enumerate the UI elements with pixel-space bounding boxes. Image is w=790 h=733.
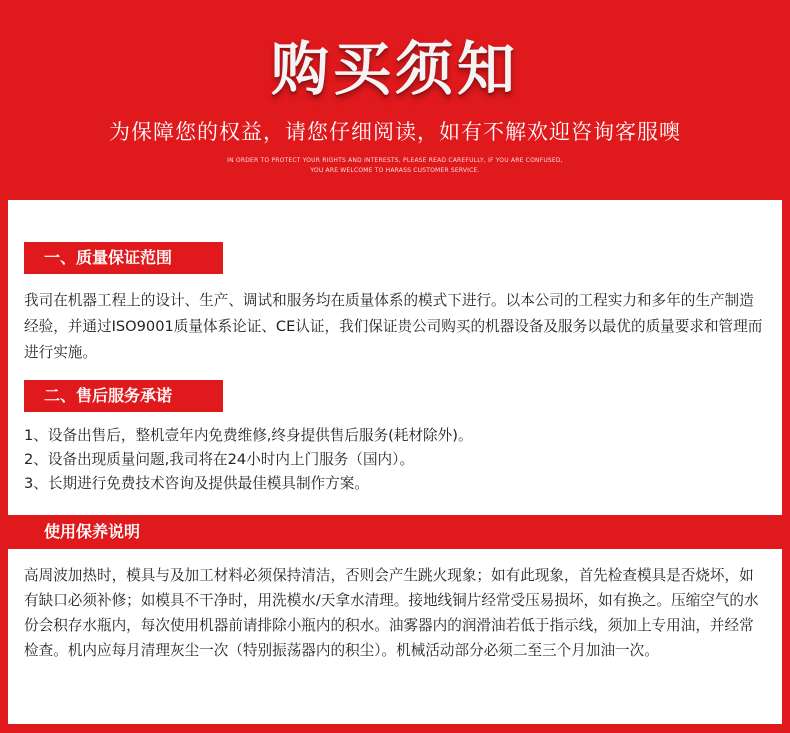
section-quality-heading: 一、质量保证范围 (24, 242, 223, 274)
english-subtitle-line2: YOU ARE WELCOME TO HARASS CUSTOMER SERVICE. (310, 167, 480, 174)
section-maintenance-heading: 使用保养说明 (44, 522, 141, 541)
list-item: 2、设备出现质量问题,我司将在24小时内上门服务（国内）。 (24, 451, 415, 468)
header-banner (0, 0, 790, 200)
section-aftersales-list (24, 424, 766, 496)
section-maintenance-band (8, 515, 782, 549)
content-panel-top (8, 200, 782, 515)
english-subtitle-line1: IN ORDER TO PROTECT YOUR RIGHTS AND INTERESTS, PLEASE READ CAREFULLY, IF YOU ARE CONFUSED, (227, 157, 563, 164)
section-quality-body: 我司在机器工程上的设计、生产、调试和服务均在质量体系的模式下进行。以本公司的工程实力和多年的生产制造经验，并通过ISO9001质量体系论证、CE认证，我们保证贵公司购买的机器设备及服务以最优的质量要求和管理而进行实施。 (24, 292, 763, 361)
page-subtitle: 为保障您的权益，请您仔细阅读，如有不解欢迎咨询客服噢 (109, 120, 681, 144)
list-item: 3、长期进行免费技术咨询及提供最佳模具制作方案。 (24, 475, 369, 492)
content-panel-bottom (8, 549, 782, 724)
section-maintenance-body: 高周波加热时，模具与及加工材料必须保持清洁，否则会产生跳火现象；如有此现象，首先检查模具是否烧坏，如有缺口必须补修；如模具不干净时，用洗模水/天拿水清理。接地线铜片经常受压易损坏，如有换之。压缩空气的水份会积存水瓶内，每次使用机器前请排除小瓶内的积水。油雾器内的润滑油若低于指示线，须加上专用油，并经常检查。机内应每月清理灰尘一次（特别振荡器内的积尘）。机械活动部分必须二至三个月加油一次。 (24, 567, 759, 659)
section-aftersales-heading: 二、售后服务承诺 (24, 380, 223, 412)
list-item: 1、设备出售后，整机壹年内免费维修,终身提供售后服务(耗材除外)。 (24, 427, 473, 444)
page-title: 购买须知 (270, 35, 519, 103)
